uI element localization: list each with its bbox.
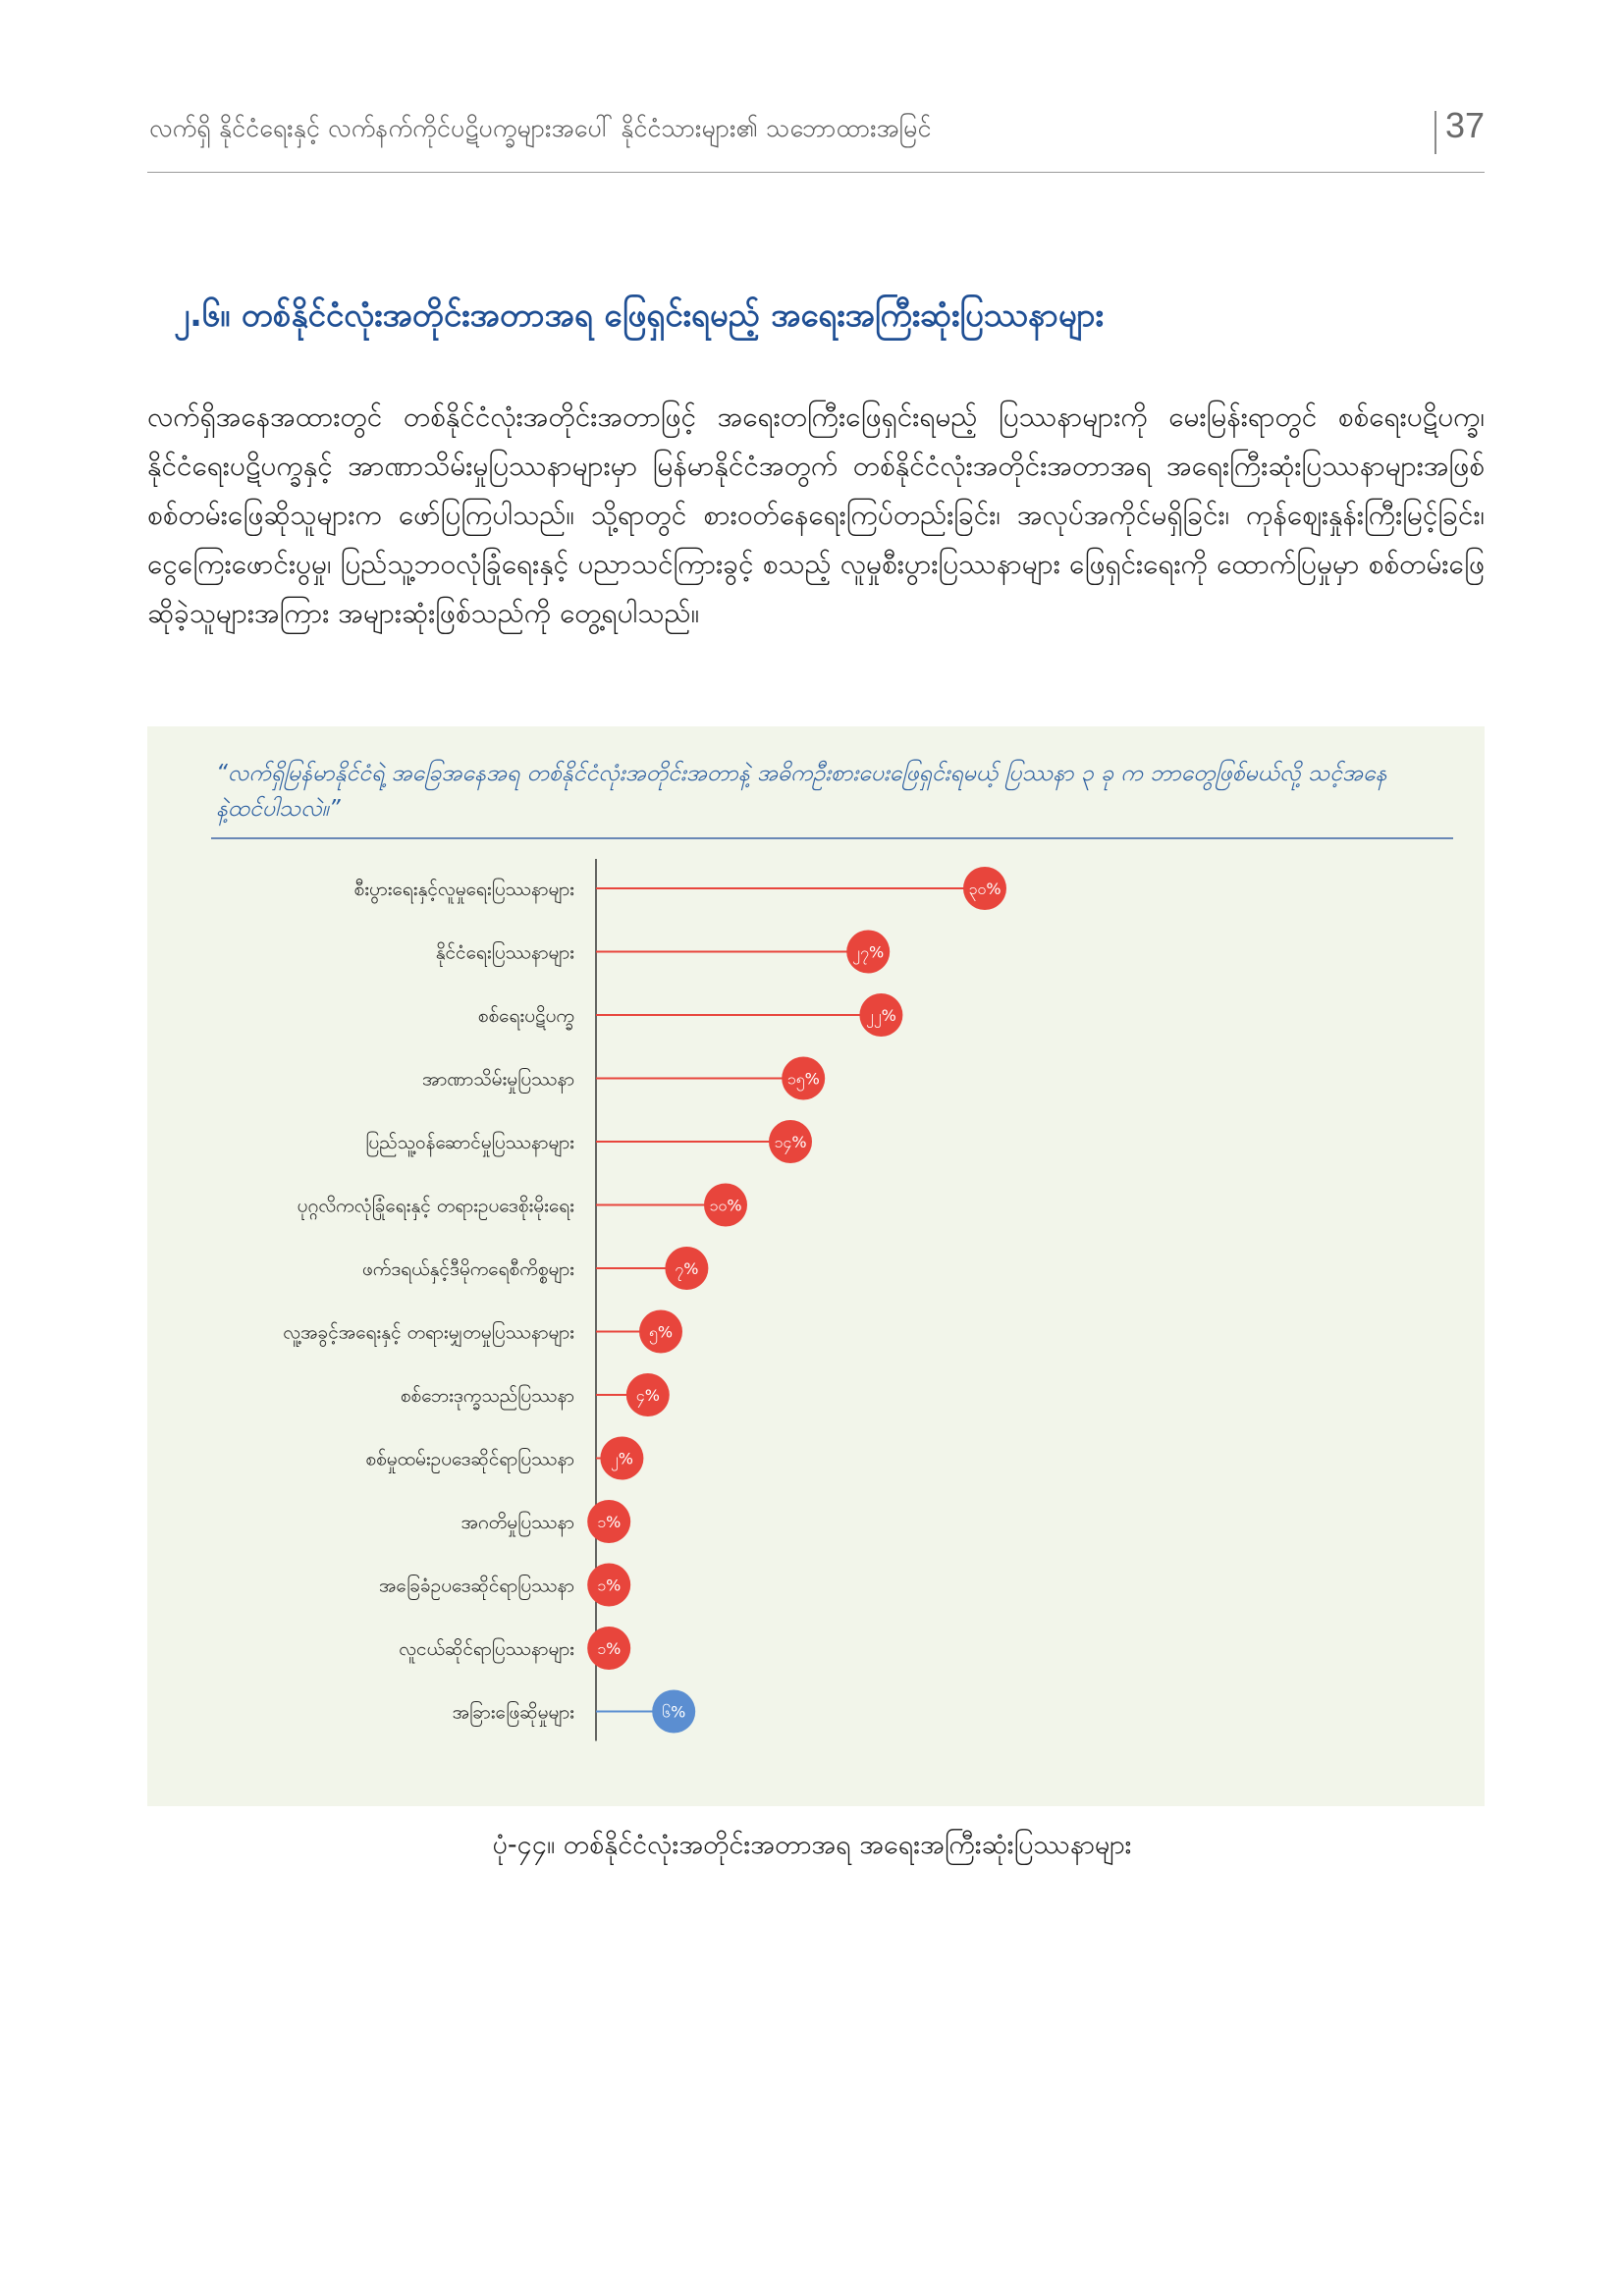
category-label: စစ်ရေးပဋိပက္ခ — [477, 1005, 574, 1027]
category-label: အာဏာသိမ်းမှုပြဿနာ — [422, 1068, 574, 1091]
category-label: လူ့အခွင့်အရေးနှင့် တရားမျှတမှုပြဿနာများ — [283, 1321, 574, 1344]
value-label: ၃၀% — [968, 880, 1001, 898]
value-label: ၁% — [597, 1575, 622, 1595]
category-label: အခြားဖြေဆိုမှုများ — [452, 1701, 574, 1724]
survey-question: “လက်ရှိမြန်မာနိုင်ငံရဲ့ အခြေအနေအရ တစ်နိုင်ငံလုံးအတိုင်းအတာနဲ့ အဓိကဦးစားပေးဖြေရှင်းရမယ့် ပြဿနာ ၃ ခု က ဘာတွေဖြစ်မယ်လို့ သင့်အနေနဲ့ထင်ပါသလဲ။” — [216, 761, 1387, 822]
value-label: ၂၇% — [852, 942, 885, 962]
running-head: လက်ရှိ နိုင်ငံရေးနှင့် လက်နက်ကိုင်ပဋိပက္ခများအပေါ် နိုင်ငံသားများ၏ သဘောထားအမြင် — [149, 114, 932, 142]
category-label: ပြည်သူ့ဝန်ဆောင်မှုပြဿနာများ — [365, 1132, 574, 1153]
body-paragraph: လက်ရှိအနေအထားတွင် တစ်နိုင်ငံလုံးအတိုင်းအတာဖြင့် အရေးတကြီးဖြေရှင်းရမည့် ပြဿနာများကို မေးမြန်းရာတွင် စစ်ရေးပဋိပက္ခ၊ နိုင်ငံရေးပဋိပက္ခနှင့် အာဏာသိမ်းမှုပြဿနာများမှာ မြန်မာနိုင်ငံအတွက် တစ်နိုင်ငံလုံးအတိုင်းအတာအရ အရေးကြီးဆုံးပြဿနာများအဖြစ် စစ်တမ်းဖြေဆိုသူများက ဖော်ပြကြပါသည်။ သို့ရာတွင် စားဝတ်နေရေးကြပ်တည်းခြင်း၊ အလုပ်အကိုင်မရှိခြင်း၊ ကုန်ဈေးနှုန်းကြီးမြင့်ခြင်း၊ ငွေကြေးဖောင်းပွမှု၊ ပြည်သူ့ဘဝလုံခြုံရေးနှင့် ပညာသင်ကြားခွင့် စသည့် လူမှုစီးပွားပြဿနာများ ဖြေရှင်းရေးကို ထောက်ပြမှုမှာ စစ်တမ်းဖြေဆိုခဲ့သူများအကြား အများဆုံးဖြစ်သည်ကို တွေ့ရပါသည်။ — [147, 400, 1485, 629]
value-label: ၇% — [675, 1259, 699, 1278]
category-label: စစ်ဘေးဒုက္ခသည်ပြဿနာ — [400, 1385, 574, 1407]
category-label: အခြေခံဥပဒေဆိုင်ရာပြဿနာ — [378, 1575, 574, 1597]
section-heading: ၂.၆။ တစ်နိုင်ငံလုံးအတိုင်းအတာအရ ဖြေရှင်းရမည့် အရေးအကြီးဆုံးပြဿနာများ — [174, 295, 1104, 334]
figure-panel — [147, 726, 1485, 1806]
value-label: ၅% — [648, 1322, 674, 1342]
category-label: စစ်မှုထမ်းဥပဒေဆိုင်ရာပြဿနာ — [365, 1448, 574, 1470]
category-label: ဖက်ဒရယ်နှင့်ဒီမိုကရေစီကိစ္စများ — [361, 1258, 574, 1280]
category-label: စီးပွားရေးနှင့်လူမှုရေးပြဿနာများ — [353, 879, 574, 900]
value-label: ၂၂% — [865, 1006, 896, 1025]
page-header — [147, 103, 1485, 173]
value-label: ၆% — [662, 1702, 686, 1722]
figure-caption: ပုံ-၄၄။ တစ်နိုင်ငံလုံးအတိုင်းအတာအရ အရေးအကြီးဆုံးပြဿနာများ — [492, 1830, 1132, 1860]
value-label: ၁% — [597, 1639, 622, 1658]
lollipop-chart — [147, 726, 1485, 1806]
category-label: ပုဂ္ဂလိကလုံခြုံရေးနှင့် တရားဥပဒေစိုးမိုးရေး — [297, 1195, 574, 1217]
value-label: ၁၄% — [774, 1133, 807, 1151]
value-label: ၁၅% — [786, 1069, 820, 1089]
value-label: ၂% — [610, 1449, 633, 1468]
value-label: ၄% — [635, 1386, 660, 1405]
header-divider — [1435, 111, 1436, 154]
value-label: ၁၀% — [709, 1196, 742, 1215]
category-label: အဂတိမှုပြဿနာ — [460, 1512, 574, 1533]
category-label: လူငယ်ဆိုင်ရာပြဿနာများ — [399, 1638, 574, 1660]
value-label: ၁% — [597, 1513, 622, 1531]
page-number: 37 — [1444, 105, 1485, 145]
category-label: နိုင်ငံရေးပြဿနာများ — [435, 941, 574, 964]
